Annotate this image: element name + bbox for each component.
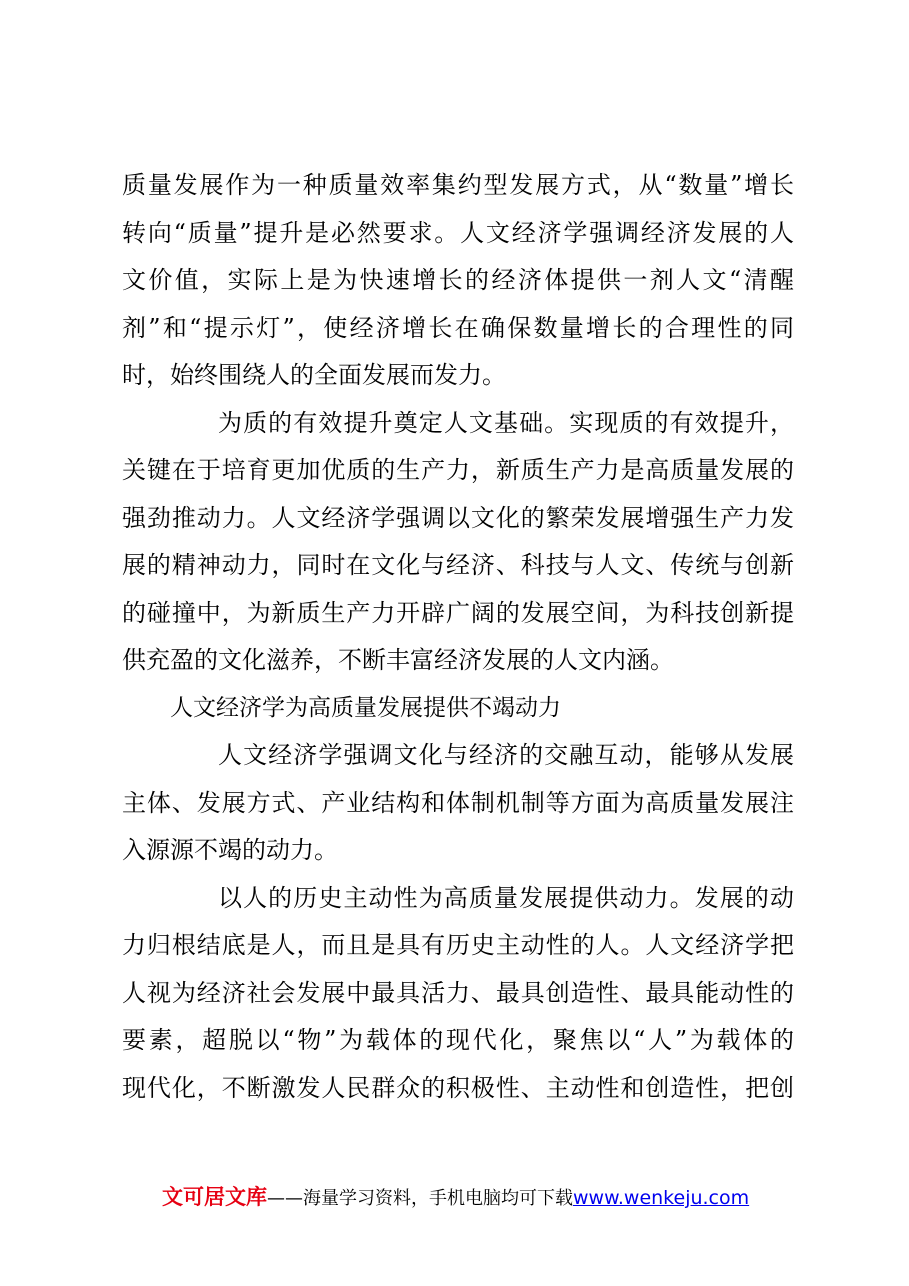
paragraph-line: 文价值，实际上是为快速增长的经济体提供一剂人文“清醒 [122,266,794,294]
paragraph-line: 时，始终围绕人的全面发展而发力。 [122,361,506,389]
footer-website-link[interactable]: www.wenkeju.com [573,1187,750,1209]
footer-slogan: 海量学习资料，手机电脑均可下载 [303,1188,573,1209]
paragraph-line: 转向“质量”提升是必然要求。人文经济学强调经济发展的人 [122,219,794,247]
page-footer [162,1183,749,1211]
paragraph-line: 强劲推动力。人文经济学强调以文化的繁荣发展增强生产力发 [122,504,794,532]
paragraph-line: 力归根结底是人，而且是具有历史主动性的人。人文经济学把 [122,931,794,959]
paragraph-line: 质量发展作为一种质量效率集约型发展方式，从“数量”增长 [122,171,794,199]
paragraph-line: 供充盈的文化滋养，不断丰富经济发展的人文内涵。 [122,646,674,674]
section-heading: 人文经济学为高质量发展提供不竭动力 [170,695,561,721]
paragraph-line: 的碰撞中，为新质生产力开辟广阔的发展空间，为科技创新提 [122,599,794,627]
footer-dash: —— [267,1188,303,1209]
paragraph-line: 展的精神动力，同时在文化与经济、科技与人文、传统与创新 [122,551,794,579]
paragraph-line: 人视为经济社会发展中最具活力、最具创造性、最具能动性的 [122,979,794,1007]
paragraph-line: 要素，超脱以“物”为载体的现代化，聚焦以“人”为载体的 [122,1026,794,1054]
paragraph-line: 现代化，不断激发人民群众的积极性、主动性和创造性，把创 [122,1074,794,1102]
paragraph-line: 关键在于培育更加优质的生产力，新质生产力是高质量发展的 [122,456,794,484]
footer-brand: 文可居文库 [162,1185,267,1209]
paragraph-line: 入源源不竭的动力。 [122,836,338,864]
paragraph-line: 人文经济学强调文化与经济的交融互动，能够从发展 [218,741,794,769]
paragraph-line: 剂”和“提示灯”，使经济增长在确保数量增长的合理性的同 [122,314,794,342]
paragraph-line: 主体、发展方式、产业结构和体制机制等方面为高质量发展注 [122,789,794,817]
paragraph-line: 为质的有效提升奠定人文基础。实现质的有效提升， [218,409,794,437]
paragraph-line: 以人的历史主动性为高质量发展提供动力。发展的动 [218,884,794,912]
